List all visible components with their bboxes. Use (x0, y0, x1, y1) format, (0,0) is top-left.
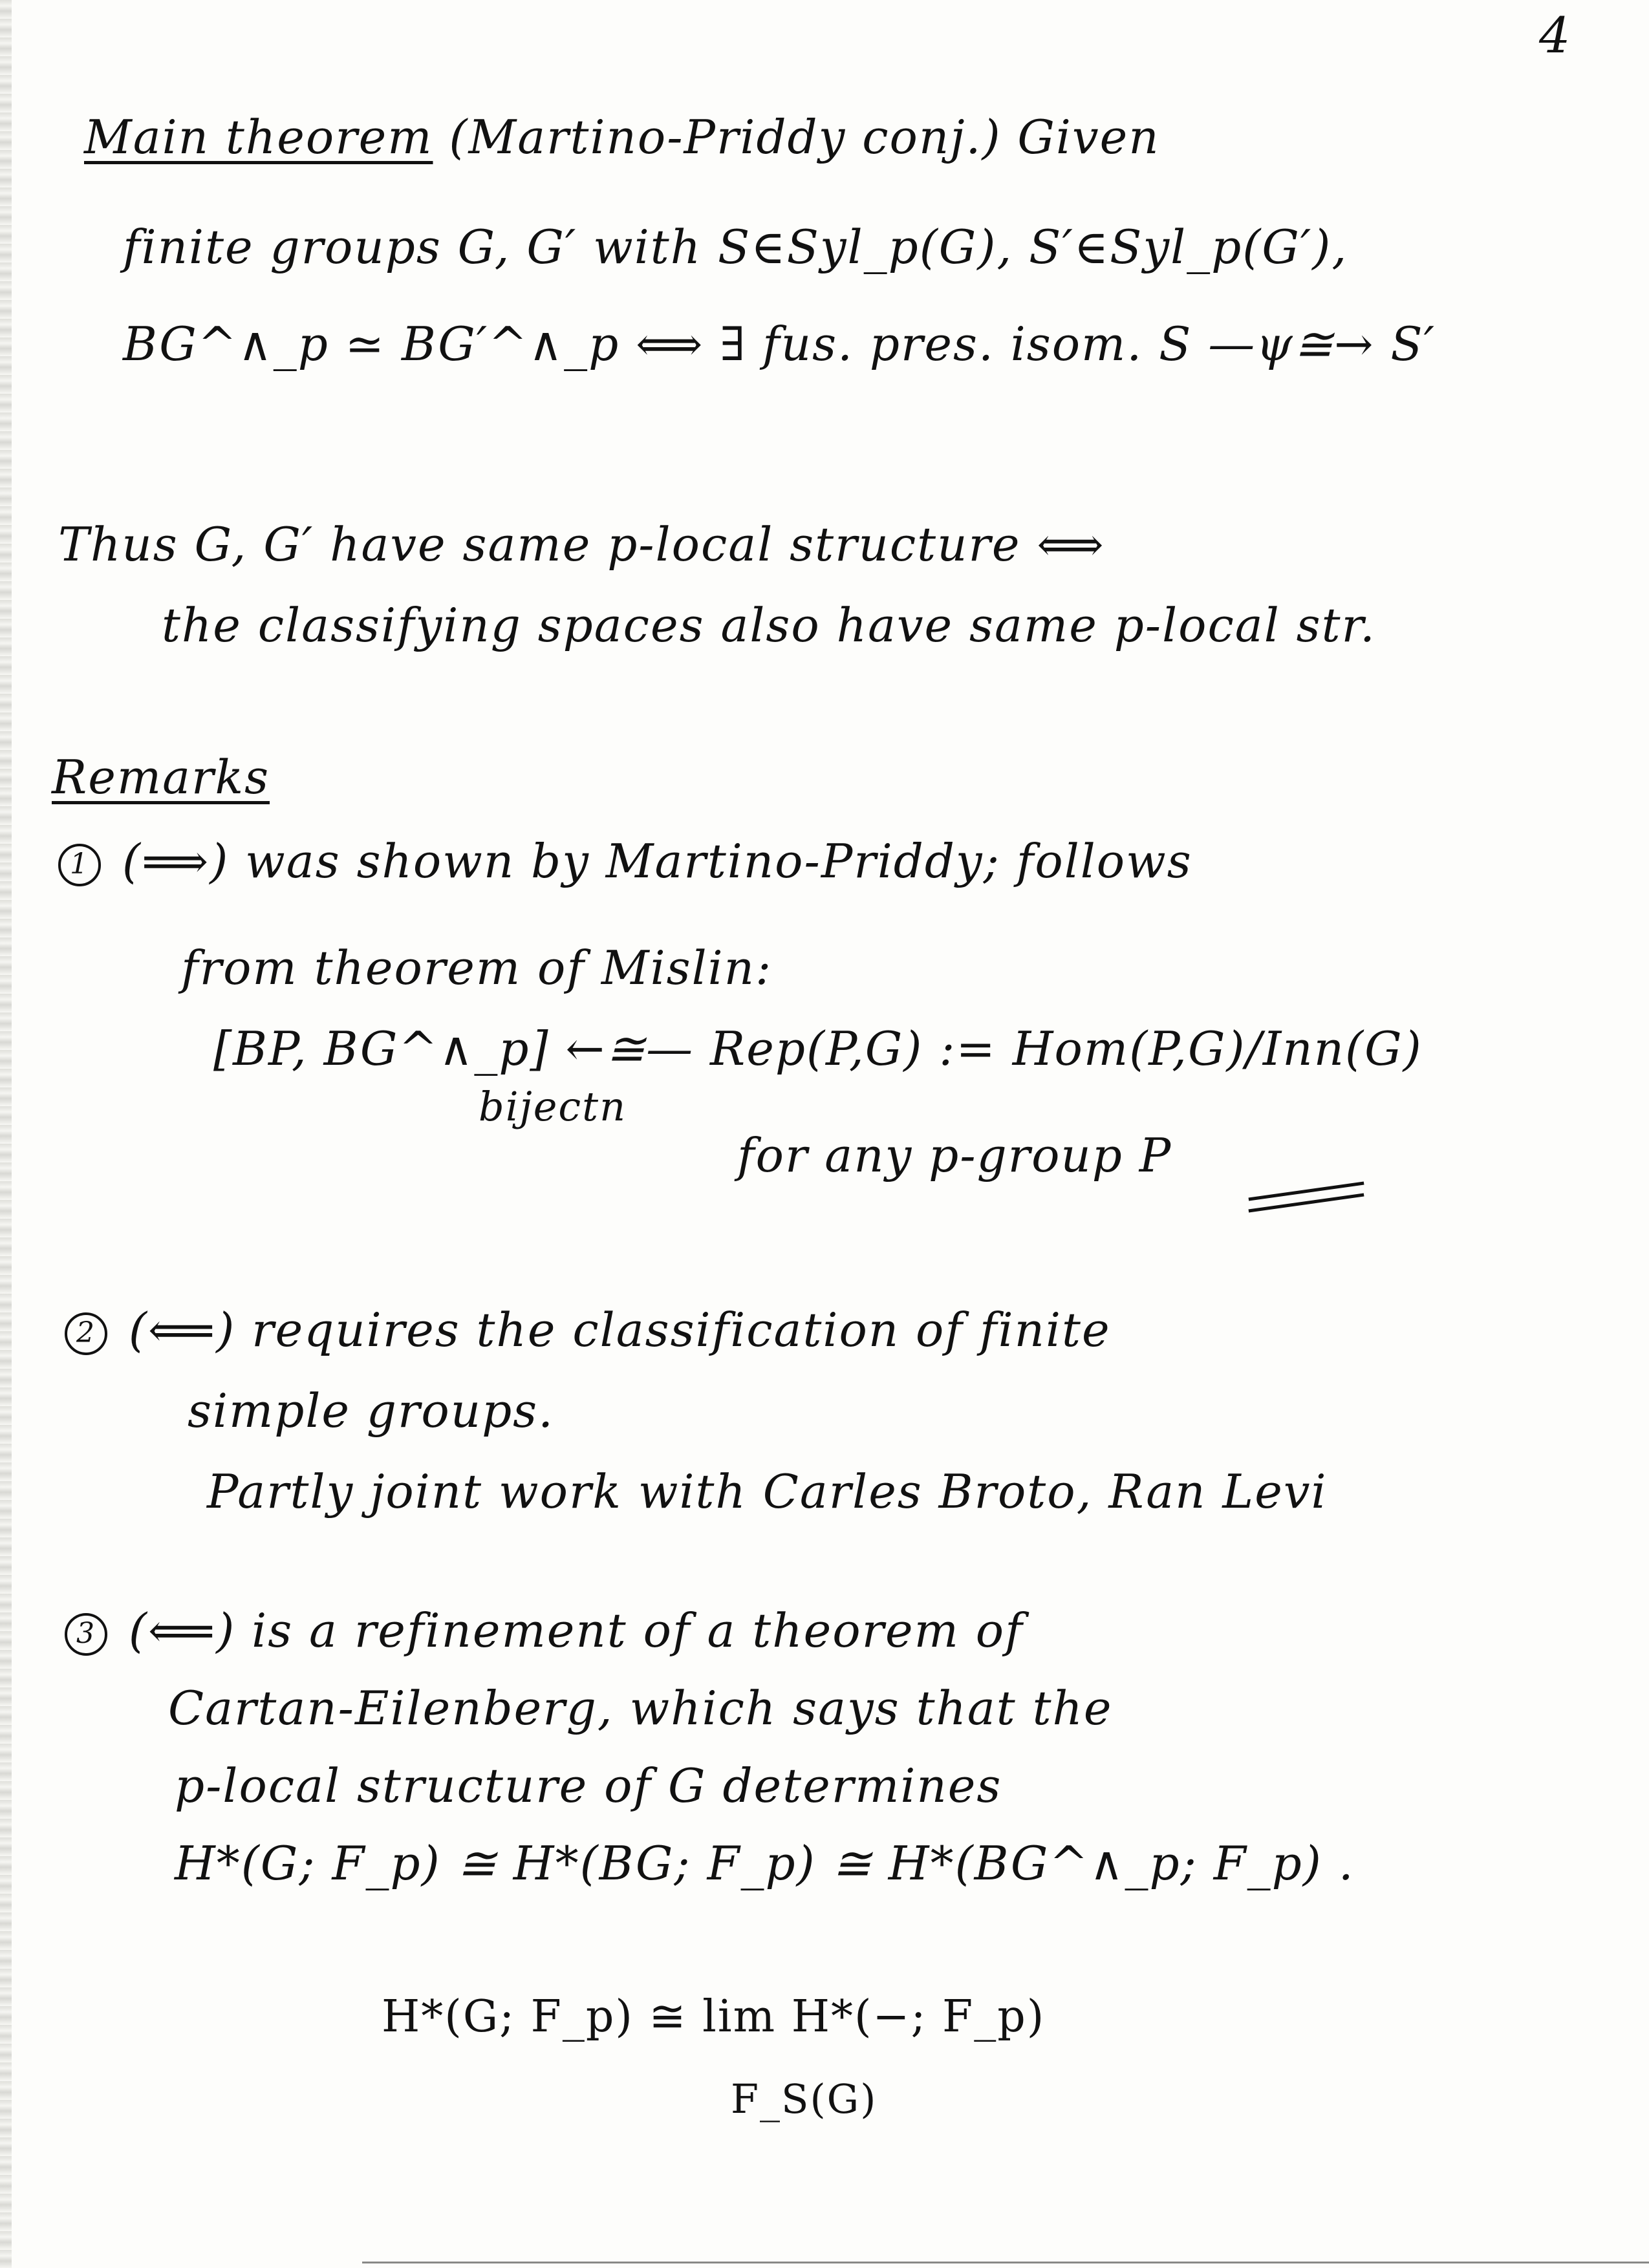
page-number: 4 (1539, 6, 1572, 64)
remark-3-number: 3 (65, 1613, 107, 1656)
main-theorem-heading: Main theorem (84, 110, 433, 164)
remark-2-line-1-text: (⟸) requires the classification of finite (128, 1303, 1111, 1357)
remark-2-line-2: simple groups. (188, 1384, 555, 1438)
scan-edge (0, 0, 12, 2268)
remark-3-line-1 (65, 1603, 1024, 1658)
remark-1-bijection-label: bijectn (479, 1083, 627, 1130)
remark-2-line-1 (65, 1303, 1111, 1357)
main-theorem-line-1-rest: (Martino-Priddy conj.) Given (449, 110, 1160, 164)
remark-1-line-2: from theorem of Mislin: (181, 941, 773, 995)
remark-1-line-3: [BP, BG^∧_p] ←≅— Rep(P,G) := Hom(P,G)/Inn(G) (213, 1022, 1423, 1076)
thus-line-2: the classifying spaces also have same p-local str. (162, 598, 1376, 652)
remark-1-line-1 (58, 834, 1192, 888)
remark-3-line-2: Cartan-Eilenberg, which says that the (168, 1681, 1113, 1735)
remark-1-line-4: for any p-group P (737, 1128, 1172, 1182)
remark-3-line-4: H*(G; F_p) ≅ H*(BG; F_p) ≅ H*(BG^∧_p; F_p) . (175, 1836, 1355, 1890)
remark-3-line-3: p-local structure of G determines (175, 1759, 1002, 1813)
scan-bottom-line (362, 2262, 1649, 2263)
thus-line-1: Thus G, G′ have same p-local structure ⟺ (58, 517, 1105, 572)
remarks-heading: Remarks (52, 750, 270, 804)
limit-formula: H*(G; F_p) ≅ lim H*(−; F_p) (382, 1991, 1046, 2042)
main-theorem-line-2: finite groups G, G′ with S∈Syl_p(G), S′∈Syl_p(G′), (123, 220, 1348, 274)
remark-2-number: 2 (65, 1312, 107, 1355)
remark-1-line-1-text: (⟹) was shown by Martino-Priddy; follows (122, 834, 1192, 888)
remark-3-line-1-text: (⟸) is a refinement of a theorem of (128, 1603, 1024, 1658)
remark-2-line-3: Partly joint work with Carles Broto, Ran Levi (207, 1464, 1328, 1519)
limit-formula-index: F_S(G) (731, 2075, 878, 2123)
main-theorem-line-1 (84, 110, 1160, 164)
main-theorem-line-3: BG^∧_p ≃ BG′^∧_p ⟺ ∃ fus. pres. isom. S —ψ≅→ S′ (123, 317, 1436, 371)
remark-1-number: 1 (58, 844, 101, 886)
